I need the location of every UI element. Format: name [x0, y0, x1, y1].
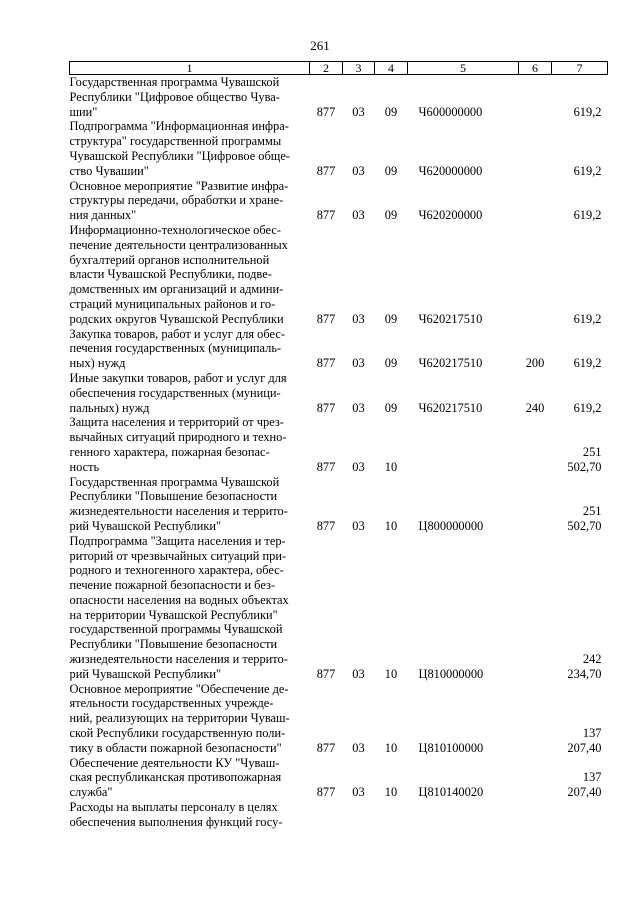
subsection-code: 09 — [384, 311, 398, 326]
column-header: 3 — [343, 62, 375, 75]
target-article-code: Ц810140020 — [418, 785, 484, 800]
description-line: Республики "Цифровое общество Чува- — [69, 89, 280, 104]
target-article-code: Ч620000000 — [418, 163, 483, 178]
section-code: 03 — [352, 666, 365, 681]
description-line: Основное мероприятие "Обеспечение де- — [69, 681, 289, 696]
subsection-code — [375, 800, 408, 830]
admin-code — [310, 800, 343, 830]
description-line: страций муниципальных районов и го- — [69, 296, 276, 311]
description-line: власти Чувашской Республики, подве- — [69, 267, 272, 282]
table-row — [70, 119, 608, 178]
description-line: ство Чувашии" — [69, 163, 149, 178]
target-article-code — [408, 415, 519, 474]
description-line: домственных им организаций и админи- — [69, 282, 284, 297]
subsection-code: 10 — [384, 740, 398, 755]
admin-code: 877 — [316, 666, 336, 681]
amount: 137 207,40 — [567, 770, 602, 800]
table-row — [70, 800, 608, 830]
description-line: Иные закупки товаров, работ и услуг для — [69, 370, 287, 385]
description-line: жизнедеятельности населения и террито- — [69, 504, 288, 519]
subsection-code: 09 — [384, 356, 398, 371]
expense-type-code — [519, 534, 552, 682]
section-code: 03 — [352, 518, 365, 533]
row-description — [70, 179, 310, 223]
description-line: Расходы на выплаты персоналу в целях — [69, 800, 278, 815]
section-code: 03 — [352, 785, 365, 800]
description-line: Защита населения и территорий от чрез- — [69, 415, 284, 430]
expense-type-code — [519, 223, 552, 327]
table-row — [70, 682, 608, 756]
description-line: ний, реализующих на территории Чуваш- — [69, 711, 290, 726]
target-article-code: Ч620200000 — [418, 208, 483, 223]
budget-table — [69, 61, 608, 830]
expense-type-code — [519, 415, 552, 474]
subsection-code: 10 — [384, 785, 398, 800]
row-description — [70, 415, 310, 474]
amount: 619,2 — [573, 208, 602, 223]
column-header: 4 — [375, 62, 408, 75]
amount: 619,2 — [573, 163, 602, 178]
table-row — [70, 179, 608, 223]
table-row — [70, 534, 608, 682]
description-line: Закупка товаров, работ и услуг для обес- — [69, 326, 285, 341]
description-line: Республики "Повышение безопасности — [69, 637, 278, 652]
admin-code: 877 — [316, 740, 336, 755]
description-line: служба" — [69, 785, 113, 800]
description-line: ской Республики государственную поли- — [69, 726, 286, 741]
description-line: родного и техногенного характера, обес- — [69, 563, 284, 578]
description-line: Государственная программа Чувашской — [69, 75, 280, 89]
amount: 619,2 — [573, 356, 602, 371]
description-line: тику в области пожарной безопасности" — [69, 740, 282, 755]
expense-type-code — [519, 475, 552, 534]
description-line: родских округов Чувашской Республики — [69, 311, 284, 326]
column-header: 5 — [408, 62, 519, 75]
subsection-code: 10 — [384, 459, 398, 474]
admin-code: 877 — [316, 163, 336, 178]
row-description — [70, 800, 310, 830]
column-header: 2 — [310, 62, 343, 75]
table-row — [70, 415, 608, 474]
description-line: жизнедеятельности населения и террито- — [69, 652, 288, 667]
description-line: ных) нужд — [69, 356, 126, 371]
table-row — [70, 371, 608, 415]
table-header-row — [70, 62, 608, 75]
description-line: обеспечения выполнения функций госу- — [69, 814, 283, 829]
section-code — [343, 800, 375, 830]
expense-type-code — [519, 682, 552, 756]
expense-type-code — [519, 179, 552, 223]
row-description — [70, 475, 310, 534]
target-article-code: Ч600000000 — [418, 104, 483, 119]
description-line: на территории Чувашской Республики" — [69, 607, 278, 622]
description-line: вычайных ситуаций природного и техно- — [69, 430, 287, 445]
description-line: Основное мероприятие "Развитие инфра- — [69, 178, 289, 193]
admin-code: 877 — [316, 785, 336, 800]
row-description — [70, 682, 310, 756]
table-row — [70, 223, 608, 327]
section-code: 03 — [352, 311, 365, 326]
table-row — [70, 327, 608, 371]
description-line: ятельности государственных учрежде- — [69, 696, 274, 711]
section-code: 03 — [352, 459, 365, 474]
section-code: 03 — [352, 208, 365, 223]
row-description — [70, 75, 310, 120]
expense-type-code — [519, 75, 552, 120]
admin-code: 877 — [316, 459, 336, 474]
subsection-code: 09 — [384, 104, 398, 119]
admin-code: 877 — [316, 208, 336, 223]
description-line: Чувашской Республики "Цифровое обще- — [69, 148, 290, 163]
target-article-code: Ц800000000 — [418, 518, 484, 533]
subsection-code: 09 — [384, 163, 398, 178]
expense-type-code — [519, 800, 552, 830]
description-line: ность — [69, 459, 100, 474]
description-line: государственной программы Чувашской — [69, 622, 283, 637]
section-code: 03 — [352, 740, 365, 755]
target-article-code: Ч620217510 — [418, 400, 483, 415]
table-row — [70, 75, 608, 120]
expense-type-code: 240 — [525, 400, 545, 415]
amount: 619,2 — [573, 400, 602, 415]
target-article-code: Ц810000000 — [418, 666, 484, 681]
subsection-code: 10 — [384, 518, 398, 533]
target-article-code: Ч620217510 — [418, 356, 483, 371]
description-line: Обеспечение деятельности КУ "Чуваш- — [69, 755, 280, 770]
description-line: Подпрограмма "Защита населения и тер- — [69, 533, 286, 548]
amount — [552, 800, 608, 830]
description-line: структура" государственной программы — [69, 134, 282, 149]
row-description — [70, 327, 310, 371]
target-article-code: Ч620217510 — [418, 311, 483, 326]
page-number: 261 — [310, 38, 330, 53]
description-line: печение пожарной безопасности и без- — [69, 578, 275, 593]
description-line: пальных) нужд — [69, 400, 150, 415]
column-header: 7 — [552, 62, 608, 75]
expense-type-code — [519, 119, 552, 178]
description-line: Подпрограмма "Информационная инфра- — [69, 119, 289, 134]
description-line: генного характера, пожарная безопас- — [69, 444, 270, 459]
description-line: обеспечения государственных (муници- — [69, 385, 281, 400]
description-line: ния данных" — [69, 208, 137, 223]
amount: 137 207,40 — [567, 726, 602, 755]
description-line: шии" — [69, 104, 98, 119]
description-line: рий Чувашской Республики" — [69, 518, 222, 533]
section-code: 03 — [352, 356, 365, 371]
description-line: печения государственных (муниципаль- — [69, 341, 282, 356]
amount: 619,2 — [573, 311, 602, 326]
row-description — [70, 371, 310, 415]
description-line: опасности населения на водных объектах — [69, 592, 289, 607]
amount: 242 234,70 — [567, 652, 602, 681]
subsection-code: 09 — [384, 400, 398, 415]
amount: 251 502,70 — [567, 444, 602, 474]
description-line: бухгалтерий органов исполнительной — [69, 252, 270, 267]
expense-type-code — [519, 756, 552, 800]
row-description — [70, 223, 310, 327]
section-code: 03 — [352, 104, 365, 119]
table-row — [70, 475, 608, 534]
column-header: 1 — [70, 62, 310, 75]
amount: 619,2 — [573, 104, 602, 119]
description-line: Государственная программа Чувашской — [69, 474, 280, 489]
row-description — [70, 756, 310, 800]
subsection-code: 10 — [384, 666, 398, 681]
target-article-code — [408, 800, 519, 830]
target-article-code: Ц810100000 — [418, 740, 484, 755]
subsection-code: 09 — [384, 208, 398, 223]
section-code: 03 — [352, 400, 365, 415]
column-header: 6 — [519, 62, 552, 75]
description-line: риторий от чрезвычайных ситуаций при- — [69, 548, 287, 563]
description-line: ская республиканская противопожарная — [69, 770, 282, 785]
expense-type-code: 200 — [525, 356, 545, 371]
row-description — [70, 534, 310, 682]
description-line: рий Чувашской Республики" — [69, 666, 222, 681]
row-description — [70, 119, 310, 178]
description-line: Республики "Повышение безопасности — [69, 489, 278, 504]
description-line: печение деятельности централизованных — [69, 237, 288, 252]
description-line: Информационно-технологическое обес- — [69, 222, 281, 237]
admin-code: 877 — [316, 104, 336, 119]
section-code: 03 — [352, 163, 365, 178]
amount: 251 502,70 — [567, 504, 602, 533]
admin-code: 877 — [316, 356, 336, 371]
description-line: структуры передачи, обработки и хране- — [69, 193, 284, 208]
admin-code: 877 — [316, 518, 336, 533]
table-row — [70, 756, 608, 800]
admin-code: 877 — [316, 400, 336, 415]
admin-code: 877 — [316, 311, 336, 326]
